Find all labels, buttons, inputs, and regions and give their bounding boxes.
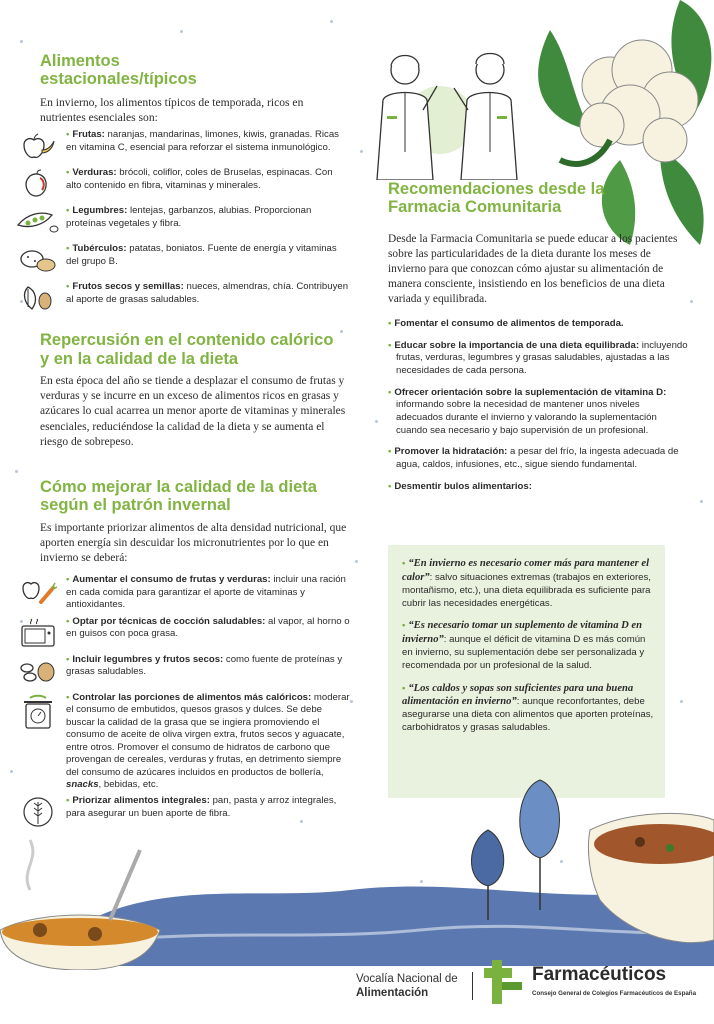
- snow-dot: [20, 40, 23, 43]
- myth-text: : aunque el déficit de vitamina D es más común en invierno, su suplementación debe ser personalizada y recomendada por un profesional de la salud.: [402, 634, 646, 671]
- list-item: [40, 574, 350, 611]
- footer-divider: [472, 972, 473, 1000]
- vocalia-label: [356, 972, 458, 1001]
- caloric-impact-title: Repercusión en el contenido calórico y en la calidad de la dieta: [40, 331, 334, 368]
- list-item: [40, 205, 350, 239]
- recommendation-text: a pesar del frío, la ingesta adecuada de agua, caldos, infusiones, etc., sigue siendo fundamental.: [396, 446, 679, 470]
- seasonal-foods-list: [40, 129, 350, 315]
- improve-diet-intro: Es importante priorizar alimentos de alta densidad nutricional, que aporten energía sin descuidar los micronutrientes por lo que en invierno se deberá:: [40, 521, 347, 565]
- food-text: brócoli, coliflor, coles de Bruselas, espinacas. Con alto contenido en fibra, vitaminas y minerales.: [66, 167, 333, 191]
- food-label: Frutos secos y semillas:: [72, 281, 184, 293]
- seasonal-foods-title: Alimentos estacionales/típicos: [40, 52, 197, 89]
- tip-text-tail: , bebidas, etc.: [98, 779, 159, 790]
- snow-dot: [700, 500, 703, 503]
- tip-label: Aumentar el consumo de frutas y verduras:: [72, 574, 271, 586]
- legumes-nuts-icon: [16, 654, 60, 688]
- vocalia-line1: Vocalía Nacional de: [356, 973, 458, 985]
- snow-dot: [180, 30, 183, 33]
- tip-text: como fuente de proteínas y grasas saludables.: [66, 653, 343, 678]
- recommendations-title: Recomendaciones desde la Farmacia Comunitaria: [388, 180, 605, 217]
- farmaceuticos-logo-icon: [484, 960, 524, 1004]
- myth-quote: “En invierno es necesario comer más para mantener el calor”: [402, 558, 650, 583]
- recommendations-list: [388, 318, 688, 502]
- snow-dot: [330, 20, 333, 23]
- list-item: [40, 654, 350, 688]
- tip-label: Controlar las porciones de alimentos más calóricos:: [72, 691, 312, 703]
- pharmacists-illustration: [365, 40, 540, 180]
- myth-item: [402, 619, 655, 672]
- tip-label: Optar por técnicas de cocción saludables:: [72, 615, 266, 627]
- list-item: [388, 340, 688, 378]
- tip-emphasis: snacks: [66, 779, 99, 790]
- list-item: [388, 481, 688, 494]
- tip-label: Priorizar alimentos integrales:: [72, 795, 210, 807]
- list-item: [40, 281, 350, 315]
- apple-banana-icon: [16, 129, 60, 163]
- footer: [0, 940, 714, 1024]
- recommendation-label: Educar sobre la importancia de una dieta equilibrada:: [394, 339, 640, 351]
- myth-quote: “Es necesario tomar un suplemento de vitamina D en invierno”: [402, 620, 643, 646]
- tip-text: incluir una ración en cada comida para garantizar el aporte de vitaminas y antioxidantes.: [66, 574, 346, 611]
- list-item: [40, 616, 350, 650]
- recommendation-text: incluyendo frutas, verduras, legumbres y grasas saludables, ajustadas a las necesidades de cada persona.: [396, 339, 688, 376]
- brand-subtitle: Consejo General de Colegios Farmacéuticos de España: [532, 990, 697, 997]
- snow-dot: [360, 150, 363, 153]
- recommendation-label: Desmentir bulos alimentarios:: [394, 480, 532, 492]
- food-label: Frutas:: [72, 129, 105, 141]
- recommendation-label: Promover la hidratación:: [394, 446, 508, 458]
- snow-dot: [680, 700, 683, 703]
- food-label: Tubérculos:: [72, 243, 127, 255]
- myth-text: : salvo situaciones extremas (trabajos en exteriores, montañismo, etc.), una dieta equilibrada es suficiente para cubrir las necesidades energéticas.: [402, 571, 651, 609]
- food-text: nueces, almendras, chía. Contribuyen al aporte de grasas saludables.: [66, 281, 349, 305]
- tip-text: pan, pasta y arroz integrales, para asegurar un buen aporte de fibra.: [66, 795, 337, 819]
- snow-dot: [355, 560, 358, 563]
- food-text: naranjas, mandarinas, limones, kiwis, granadas. Ricas en vitamina C, esencial para reforzar el sistema inmunológico.: [66, 129, 339, 153]
- snow-dot: [375, 420, 378, 423]
- caloric-impact-text: En esta época del año se tiende a desplazar el consumo de frutas y verduras y se incurre en un exceso de alimentos ricos en grasas y azúcares lo cual acarrea un menor aporte de vitaminas y minerales esenciales, reduciéndose la calidad de la dieta y se aumenta el riesgo de sobrepeso.: [40, 375, 346, 448]
- myth-text: : aunque reconfortantes, debe asegurarse una dieta con alimentos que aporten proteínas, carbohidratos y grasas saludables.: [402, 696, 654, 734]
- seasonal-foods-intro: En invierno, los alimentos típicos de temporada, ricos en nutrientes esenciales son:: [40, 95, 304, 124]
- improve-diet-title: Cómo mejorar la calidad de la dieta según el patrón invernal: [40, 477, 317, 515]
- snow-dot: [15, 470, 18, 473]
- list-item: [40, 167, 350, 201]
- myth-item: [402, 682, 655, 735]
- left-column: [40, 52, 350, 833]
- brand-name: Farmacéuticos: [532, 964, 667, 985]
- recommendation-label: Fomentar el consumo de alimentos de temporada.: [394, 318, 624, 329]
- food-text: patatas, boniatos. Fuente de energía y vitaminas del grupo B.: [66, 243, 337, 267]
- myth-quote: “Los caldos y sopas son suficientes para una buena alimentación en invierno”: [402, 682, 634, 708]
- food-label: Legumbres:: [72, 205, 128, 217]
- myths-box: [388, 545, 665, 798]
- tip-text: al vapor, al horno o en guisos con poca grasa.: [66, 615, 350, 640]
- peapod-icon: [16, 205, 60, 239]
- pepper-icon: [16, 167, 60, 201]
- snow-dot: [690, 300, 693, 303]
- snow-dot: [350, 700, 353, 703]
- recommendations-intro: Desde la Farmacia Comunitaria se puede educar a los pacientes sobre las particularidades de la dieta durante los meses de invierno para que conozcan cómo ajustar su alimentación de manera consciente, insistiendo en los beneficios de una dieta variada y equilibrada.: [388, 233, 678, 306]
- food-label: Verduras:: [72, 167, 117, 179]
- food-text: lentejas, garbanzos, alubias. Proporcionan proteínas vegetales y fibra.: [66, 205, 312, 229]
- list-item: [40, 243, 350, 277]
- tip-text: moderar el consumo de embutidos, quesos grasos y dulces. Se debe buscar la calidad de la grasa que se ingiera promoviendo el consumo de aceite de oliva virgen extra, frutos secos y aguacate, entre otros. Promover el consumo de hidratos de carbono que provengan de cereales, verduras y frutas, en detrimento siempre del consumo de azúcares incluidos en productos de bollería,: [66, 691, 350, 778]
- scale-icon: [16, 692, 60, 732]
- list-item: [388, 387, 688, 438]
- seeds-icon: [16, 281, 60, 315]
- list-item: [388, 318, 688, 331]
- recommendation-label: Ofrecer orientación sobre la suplementación de vitamina D:: [394, 386, 667, 398]
- fruit-carrot-icon: [16, 574, 60, 608]
- myth-item: [402, 557, 655, 610]
- recommendation-text: informando sobre la necesidad de mantener unos niveles adecuados durante el invierno y valorando la suplementación cuando sea necesario y bajo supervisión de un profesional.: [396, 399, 657, 436]
- list-item: [388, 446, 688, 471]
- list-item: [40, 129, 350, 163]
- tip-label: Incluir legumbres y frutos secos:: [72, 653, 224, 665]
- potato-icon: [16, 243, 60, 277]
- vocalia-line2: Alimentación: [356, 987, 429, 1000]
- microwave-icon: [16, 616, 60, 650]
